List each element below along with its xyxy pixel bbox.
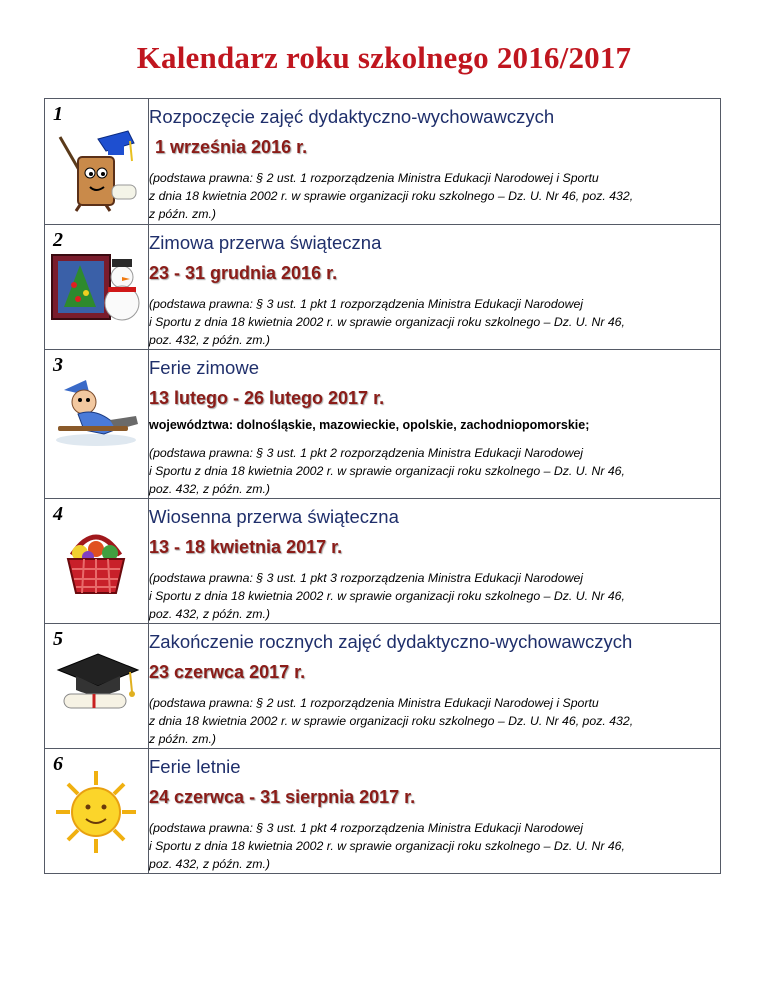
event-date: 13 - 18 kwietnia 2017 r. bbox=[149, 537, 343, 557]
event-heading: Rozpoczęcie zajęć dydaktyczno-wychowawczych bbox=[149, 106, 555, 127]
row-number: 4 bbox=[53, 503, 63, 525]
graduation-book-icon bbox=[50, 119, 140, 214]
table-row bbox=[45, 225, 721, 350]
row-number: 3 bbox=[53, 354, 63, 376]
row-number-cell bbox=[45, 749, 149, 874]
legal-basis: (podstawa prawna: § 3 ust. 1 pkt 1 rozporządzenia Ministra Edukacji Narodowej i Sportu z dnia 18 kwietnia 2002 r. w sprawie organizacji roku szkolnego – Dz. U. Nr 46, poz. 432, z późn. zm.) bbox=[149, 297, 625, 347]
row-content bbox=[149, 225, 721, 350]
row-content bbox=[149, 99, 721, 225]
legal-basis: (podstawa prawna: § 2 ust. 1 rozporządzenia Ministra Edukacji Narodowej i Sportu z dnia 18 kwietnia 2002 r. w sprawie organizacji roku szkolnego – Dz. U. Nr 46, poz. 432, z późn. zm.) bbox=[149, 171, 634, 221]
legal-basis: (podstawa prawna: § 3 ust. 1 pkt 4 rozporządzenia Ministra Edukacji Narodowej i Sportu z dnia 18 kwietnia 2002 r. w sprawie organizacji roku szkolnego – Dz. U. Nr 46, poz. 432, z późn. zm.) bbox=[149, 821, 625, 871]
row-number-cell bbox=[45, 99, 149, 225]
row-number-cell bbox=[45, 624, 149, 749]
legal-basis: (podstawa prawna: § 3 ust. 1 pkt 2 rozporządzenia Ministra Edukacji Narodowej i Sportu z dnia 18 kwietnia 2002 r. w sprawie organizacji roku szkolnego – Dz. U. Nr 46, poz. 432, z późn. zm.) bbox=[149, 446, 625, 496]
table-row bbox=[45, 99, 721, 225]
event-date: 1 września 2016 r. bbox=[155, 137, 308, 157]
table-row bbox=[45, 749, 721, 874]
row-number: 6 bbox=[53, 753, 63, 775]
event-heading: Zakończenie rocznych zajęć dydaktyczno-wychowawczych bbox=[149, 631, 633, 652]
event-heading: Ferie zimowe bbox=[149, 357, 259, 378]
row-content bbox=[149, 499, 721, 624]
voivodeships-note: województwa: dolnośląskie, mazowieckie, opolskie, zachodniopomorskie; bbox=[149, 418, 590, 432]
event-heading: Zimowa przerwa świąteczna bbox=[149, 232, 382, 253]
event-date: 13 lutego - 26 lutego 2017 r. bbox=[149, 388, 385, 408]
row-number: 5 bbox=[53, 628, 63, 650]
row-content bbox=[149, 350, 721, 499]
row-number-cell bbox=[45, 225, 149, 350]
row-content bbox=[149, 624, 721, 749]
event-date: 23 czerwca 2017 r. bbox=[149, 662, 306, 682]
event-heading: Ferie letnie bbox=[149, 756, 241, 777]
sun-icon bbox=[50, 767, 142, 857]
event-date: 23 - 31 grudnia 2016 r. bbox=[149, 263, 338, 283]
easter-basket-icon bbox=[50, 519, 142, 599]
row-number-cell bbox=[45, 499, 149, 624]
graduation-cap-diploma-icon bbox=[50, 646, 142, 716]
event-date: 24 czerwca - 31 sierpnia 2017 r. bbox=[149, 787, 416, 807]
table-row bbox=[45, 350, 721, 499]
snowman-window-icon bbox=[50, 251, 142, 323]
sledding-child-icon bbox=[50, 370, 142, 450]
table-row bbox=[45, 624, 721, 749]
table-row bbox=[45, 499, 721, 624]
legal-basis: (podstawa prawna: § 3 ust. 1 pkt 3 rozporządzenia Ministra Edukacji Narodowej i Sportu z dnia 18 kwietnia 2002 r. w sprawie organizacji roku szkolnego – Dz. U. Nr 46, poz. 432, z późn. zm.) bbox=[149, 571, 625, 621]
calendar-table bbox=[44, 98, 721, 874]
event-heading: Wiosenna przerwa świąteczna bbox=[149, 506, 399, 527]
row-content bbox=[149, 749, 721, 874]
legal-basis: (podstawa prawna: § 2 ust. 1 rozporządzenia Ministra Edukacji Narodowej i Sportu z dnia 18 kwietnia 2002 r. w sprawie organizacji roku szkolnego – Dz. U. Nr 46, poz. 432, z późn. zm.) bbox=[149, 696, 634, 746]
row-number-cell bbox=[45, 350, 149, 499]
row-number: 2 bbox=[53, 229, 63, 251]
row-number: 1 bbox=[53, 103, 63, 125]
page-title: Kalendarz roku szkolnego 2016/2017 bbox=[136, 40, 632, 75]
